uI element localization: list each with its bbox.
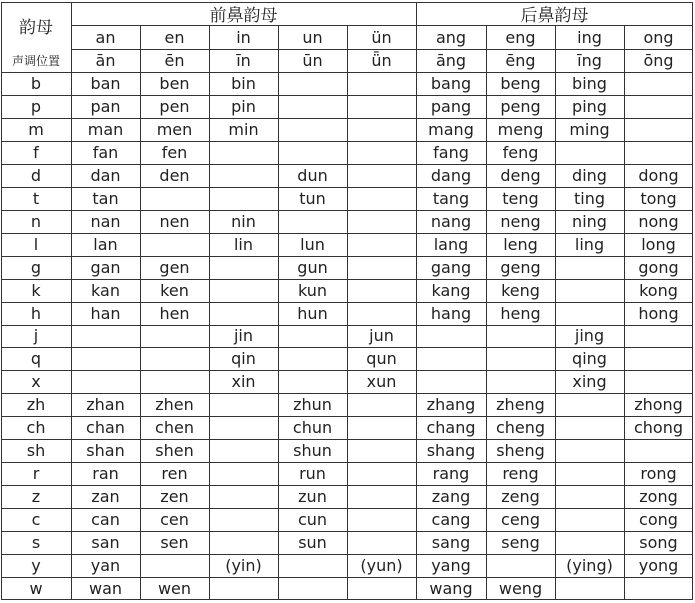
syllable-cell [555,531,624,554]
syllable-cell: shen [155,441,194,461]
syllable-cell: zheng [496,395,545,415]
syllable-cell: mang [428,119,474,139]
syllable-cell [347,233,416,256]
syllable-cell: peng [500,96,541,116]
syllable-cell [140,554,209,577]
syllable-cell: cen [160,510,189,530]
syllable-cell [71,370,140,393]
initial-r: r [32,464,40,484]
syllable-cell [624,577,693,600]
syllable-cell [347,485,416,508]
pinyin-table [1,2,693,600]
tone-mark-3: ūn [302,51,323,70]
syllable-cell: yong [638,556,679,576]
syllable-cell [347,72,416,95]
syllable-cell [209,508,278,531]
syllable-cell [416,370,486,393]
syllable-cell: shan [86,441,125,461]
syllable-cell: chong [633,418,684,438]
syllable-cell: neng [500,211,541,231]
syllable-cell: zhong [634,395,683,415]
tone-position-label: 声调位置 [11,54,60,68]
final-header-6: eng [505,27,536,47]
syllable-cell: chun [292,418,333,438]
syllable-cell: nan [90,211,121,231]
syllable-cell: teng [502,188,539,208]
syllable-cell: cheng [495,418,546,438]
syllable-cell [209,393,278,416]
syllable-cell [347,95,416,118]
syllable-cell: qing [572,349,607,369]
syllable-cell [140,370,209,393]
syllable-cell: geng [500,257,541,277]
syllable-cell [624,439,693,462]
syllable-cell: reng [502,464,539,484]
syllable-cell: ning [572,211,607,231]
final-header-2: in [236,27,251,47]
syllable-cell: dan [90,165,121,185]
syllable-cell [555,141,624,164]
initial-d: d [30,165,42,185]
syllable-cell: zhen [155,395,194,415]
syllable-cell: ping [572,96,607,116]
syllable-cell [209,164,278,187]
syllable-cell [140,325,209,348]
final-header-3: un [302,27,323,47]
syllable-cell [555,439,624,462]
syllable-cell [624,325,693,348]
syllable-cell [624,72,693,95]
initial-y: y [31,556,41,576]
syllable-cell: (yin) [225,556,262,576]
syllable-cell: zun [298,487,327,507]
syllable-cell: seng [501,533,540,553]
syllable-cell [209,531,278,554]
syllable-cell: (yun) [360,556,403,576]
syllable-cell: den [159,165,190,185]
syllable-cell [555,462,624,485]
syllable-cell [278,141,347,164]
syllable-cell: pin [231,96,256,116]
syllable-cell [347,118,416,141]
syllable-cell [555,485,624,508]
initial-f: f [33,142,39,162]
syllable-cell: rang [432,464,470,484]
syllable-cell: ran [92,464,119,484]
initial-x: x [31,372,41,392]
syllable-cell [209,279,278,302]
syllable-cell: zhang [426,395,476,415]
syllable-cell: sheng [496,441,545,461]
syllable-cell [278,347,347,370]
syllable-cell: ren [161,464,188,484]
group-header-front: 前鼻韵母 [209,6,278,25]
syllable-cell: nang [430,211,472,231]
syllable-cell: heng [500,303,541,323]
syllable-cell: fan [92,142,119,162]
syllable-cell: jun [369,326,394,346]
syllable-cell: zong [639,487,678,507]
syllable-cell [555,393,624,416]
syllable-cell [278,95,347,118]
border-top [1,2,693,3]
syllable-cell [209,577,278,600]
initial-ch: ch [26,418,46,438]
syllable-cell [555,416,624,439]
syllable-cell: lin [233,234,254,254]
syllable-cell: tang [432,188,470,208]
syllable-cell: kan [91,280,120,300]
syllable-cell [624,118,693,141]
syllable-cell: ting [573,188,605,208]
final-header-4: ün [371,27,392,47]
syllable-cell: hen [159,303,190,323]
vline-col [278,25,279,600]
syllable-cell: kun [297,280,328,300]
syllable-cell [486,554,555,577]
final-header-0: an [95,27,116,47]
syllable-cell [347,531,416,554]
syllable-cell [624,141,693,164]
syllable-cell: shun [293,441,332,461]
syllable-cell: tan [92,188,119,208]
syllable-cell [486,347,555,370]
border-left [1,2,2,600]
syllable-cell: bing [572,73,607,93]
syllable-cell [486,325,555,348]
syllable-cell: sang [431,533,471,553]
syllable-cell [140,347,209,370]
initial-w: w [29,579,43,598]
syllable-cell: can [91,510,120,530]
syllable-cell [416,325,486,348]
initial-m: m [28,119,44,139]
syllable-cell: dang [430,165,472,185]
syllable-cell: (ying) [566,556,613,576]
tone-mark-5: āng [435,51,467,70]
syllable-cell: ling [574,234,605,254]
syllable-cell: ceng [501,510,540,530]
syllable-cell [347,256,416,279]
syllable-cell: long [641,234,676,254]
syllable-cell [624,95,693,118]
syllable-cell [347,462,416,485]
syllable-cell [347,439,416,462]
syllable-cell: hong [638,303,679,323]
initial-b: b [30,73,42,93]
border-right [692,2,693,600]
syllable-cell: chang [426,418,476,438]
syllable-cell: song [639,533,678,553]
syllable-cell: deng [500,165,541,185]
syllable-cell: dun [297,165,328,185]
tone-mark-0: ān [95,51,116,70]
initial-p: p [30,96,42,116]
syllable-cell: chen [155,418,194,438]
syllable-cell [209,462,278,485]
syllable-cell: tun [299,188,326,208]
vline-col [71,2,72,600]
syllable-cell: san [91,533,120,553]
syllable-cell: jing [574,326,605,346]
final-header-8: ong [643,27,674,47]
syllable-cell [555,279,624,302]
syllable-cell: zeng [501,487,540,507]
syllable-cell: bang [430,73,472,93]
syllable-cell [347,416,416,439]
syllable-cell: kong [639,280,678,300]
syllable-cell: cang [431,510,471,530]
syllable-cell [347,279,416,302]
syllable-cell: xin [231,372,256,392]
syllable-cell: ken [160,280,189,300]
syllable-cell: hun [297,303,328,323]
syllable-cell [209,416,278,439]
initial-z: z [31,487,41,507]
syllable-cell [71,325,140,348]
syllable-cell: sen [160,533,189,553]
vline-col [416,2,417,600]
syllable-cell: wang [429,579,473,598]
vline-col [555,25,556,600]
initial-j: j [33,326,39,346]
syllable-cell: gong [638,257,679,277]
final-header-5: ang [435,27,467,47]
syllable-cell: chan [86,418,125,438]
vline-col [624,25,625,600]
syllable-cell [555,508,624,531]
initial-k: k [31,280,41,300]
syllable-cell [278,577,347,600]
syllable-cell [347,141,416,164]
syllable-cell: beng [500,73,541,93]
vline-col [140,25,141,600]
syllable-cell: yan [90,556,121,576]
syllable-cell: lun [300,234,325,254]
syllable-cell: bin [231,73,256,93]
syllable-cell [209,302,278,325]
vline-col [209,25,210,600]
hline-group [71,25,693,26]
syllable-cell [347,577,416,600]
syllable-cell: lan [93,234,118,254]
syllable-cell: ding [572,165,607,185]
syllable-cell: pan [90,96,121,116]
syllable-cell: meng [497,119,544,139]
syllable-cell [624,370,693,393]
initial-h: h [30,303,42,323]
tone-mark-8: ōng [643,51,674,70]
syllable-cell: pen [159,96,190,116]
syllable-cell: man [87,119,124,139]
tone-mark-4: ǖn [371,51,392,70]
syllable-cell [555,577,624,600]
syllable-cell: keng [501,280,540,300]
syllable-cell: lang [433,234,469,254]
syllable-cell [555,302,624,325]
syllable-cell: pang [430,96,472,116]
syllable-cell: kang [431,280,471,300]
syllable-cell: tong [640,188,677,208]
syllable-cell [278,554,347,577]
syllable-cell [278,118,347,141]
initial-s: s [31,533,41,553]
initial-n: n [30,211,42,231]
initial-l: l [33,234,39,254]
initial-t: t [32,188,40,208]
syllable-cell: gan [90,257,121,277]
syllable-cell: nen [159,211,190,231]
syllable-cell [278,72,347,95]
syllable-cell: men [156,119,193,139]
final-header-7: ing [577,27,602,47]
syllable-cell: min [228,119,259,139]
group-header-back: 后鼻韵母 [520,6,589,25]
initial-zh: zh [26,395,46,415]
syllable-cell: xing [572,372,607,392]
syllable-cell: zang [431,487,471,507]
syllable-cell [624,347,693,370]
final-header-1: en [164,27,185,47]
syllable-cell: hang [430,303,472,323]
syllable-cell [347,210,416,233]
syllable-cell [555,256,624,279]
syllable-cell: yang [431,556,471,576]
syllable-cell: fang [433,142,469,162]
syllable-cell: gun [297,257,328,277]
syllable-cell: zan [91,487,120,507]
syllable-cell: leng [503,234,538,254]
syllable-cell [209,141,278,164]
syllable-cell [209,256,278,279]
syllable-cell [486,370,555,393]
syllable-cell: nin [231,211,256,231]
syllable-cell: cong [639,510,678,530]
syllable-cell: han [90,303,121,323]
syllable-cell [209,439,278,462]
syllable-cell: wan [88,579,123,598]
syllable-cell: gang [430,257,472,277]
corner-label: 韵母 [19,18,53,38]
initial-g: g [30,257,42,277]
syllable-cell: zhun [293,395,332,415]
syllable-cell: qin [231,349,256,369]
syllable-cell: ban [90,73,121,93]
tone-mark-1: ēn [164,51,185,70]
syllable-cell: xun [366,372,397,392]
syllable-cell [209,485,278,508]
initial-sh: sh [26,441,46,461]
syllable-cell [278,210,347,233]
initial-c: c [31,510,41,530]
syllable-cell: fen [161,142,188,162]
tone-mark-6: ēng [505,51,536,70]
syllable-cell [347,164,416,187]
syllable-cell: feng [502,142,539,162]
syllable-cell [347,393,416,416]
syllable-cell: weng [498,579,543,598]
vline-col [347,25,348,600]
syllable-cell [140,233,209,256]
syllable-cell [71,347,140,370]
syllable-cell: gen [159,257,190,277]
syllable-cell: shang [426,441,476,461]
syllable-cell: jin [233,326,254,346]
syllable-cell [278,370,347,393]
syllable-cell [209,187,278,210]
syllable-cell: zhan [86,395,125,415]
syllable-cell [347,187,416,210]
tone-mark-2: īn [236,51,251,70]
syllable-cell [140,187,209,210]
syllable-cell: dong [638,165,679,185]
syllable-cell: sun [298,533,327,553]
syllable-cell: cun [297,510,328,530]
syllable-cell: zen [160,487,189,507]
syllable-cell [347,302,416,325]
syllable-cell [278,325,347,348]
tone-mark-7: īng [577,51,602,70]
syllable-cell: ming [569,119,610,139]
syllable-cell [416,347,486,370]
vline-col [486,25,487,600]
syllable-cell [347,508,416,531]
syllable-cell: run [299,464,326,484]
hline-finals [71,49,693,50]
syllable-cell: rong [640,464,677,484]
syllable-cell: nong [638,211,679,231]
initial-q: q [30,349,42,369]
syllable-cell: wen [157,579,192,598]
syllable-cell: ben [159,73,190,93]
syllable-cell: qun [366,349,397,369]
